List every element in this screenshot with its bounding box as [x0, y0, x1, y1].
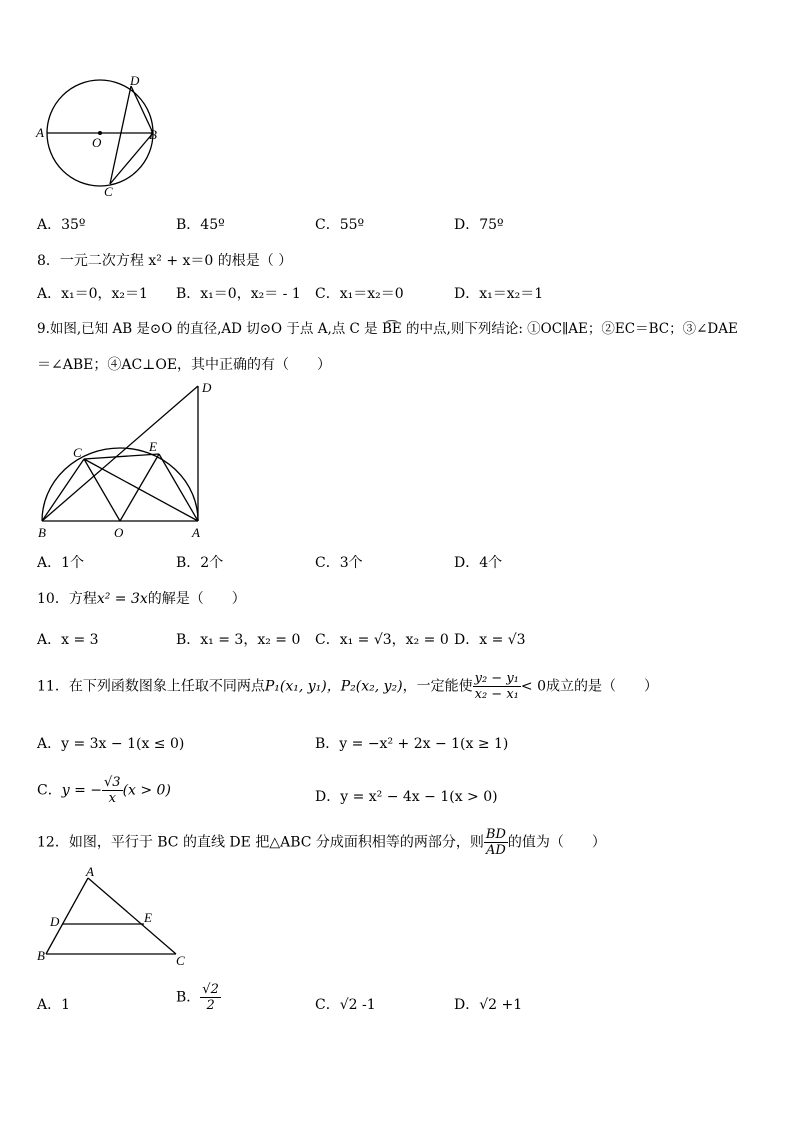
q8-stem: 8．一元二次方程 x² + x＝0 的根是（ ）: [37, 253, 293, 269]
q7-option-b: B．45º: [176, 217, 225, 233]
q12-frac-den: AD: [485, 843, 506, 858]
q7-circle-figure: [30, 72, 170, 202]
label-c: C: [176, 953, 185, 968]
q10-stem-suffix: 的解是（ ）: [147, 591, 246, 607]
q11-option-b: B．y = −x² + 2x − 1(x ≥ 1): [315, 736, 509, 752]
q11-stem: [37, 671, 658, 702]
label-d: D: [50, 914, 60, 929]
label-e: E: [149, 439, 157, 454]
label-a: A: [36, 125, 44, 140]
q11-frac-num: y₂ − y₁: [474, 671, 519, 686]
q8-option-d: D．x₁＝x₂＝1: [454, 286, 544, 302]
label-d: D: [130, 73, 140, 88]
q11-points: P₁(x₁, y₁)，P₂(x₂, y₂): [264, 678, 403, 695]
q11-option-c-lhs: y = −: [61, 782, 102, 799]
q11-option-c-label: C．: [37, 782, 62, 799]
q10-option-d: D．x = √3: [454, 632, 526, 648]
q11-frac-tail: < 0: [520, 678, 546, 695]
q12-option-a: A．1: [37, 997, 71, 1013]
segment-db: [131, 86, 153, 133]
q11-stem-mid: ，一定能使: [402, 678, 473, 695]
q11-option-d: D．y = x² − 4x − 1(x > 0): [315, 789, 498, 805]
q9-option-a: A．1个: [37, 555, 85, 571]
label-o: O: [114, 525, 124, 540]
q8-option-c: C．x₁＝x₂＝0: [315, 286, 404, 302]
q11-option-c-frac: [102, 775, 123, 806]
label-c: C: [73, 445, 82, 460]
q11-option-a: A．y = 3x − 1(x ≤ 0): [37, 736, 185, 752]
label-b: B: [38, 525, 46, 540]
label-a: A: [192, 525, 200, 540]
q7-option-a: A．35º: [37, 217, 86, 233]
q11-stem-prefix: 11．在下列函数图象上任取不同两点: [37, 678, 265, 695]
q11-option-c-num: √3: [104, 775, 121, 790]
q12-triangle-figure: [30, 862, 200, 972]
semicircle-arc: [42, 448, 198, 521]
segment-ce: [84, 454, 159, 459]
q12-option-d: D．√2 +1: [454, 997, 523, 1013]
q12-option-b-label: B．: [176, 989, 201, 1006]
q12-stem: [37, 827, 606, 858]
q9-stem-line2: ＝∠ABE；④AC⊥OE，其中正确的有（ ）: [37, 357, 332, 373]
q9-option-c: C．3个: [315, 555, 363, 571]
q11-stem-suffix: 成立的是（ ）: [545, 678, 658, 695]
side-ac: [88, 878, 176, 954]
segment-be-to-d: [42, 386, 198, 521]
segment-eo: [120, 454, 159, 521]
q11-option-c-den: x: [108, 791, 116, 806]
q12-stem-prefix: 12．如图，平行于 BC 的直线 DE 把△ABC 分成面积相等的两部分，则: [37, 834, 484, 851]
label-d: D: [202, 380, 212, 395]
q9-option-b: B．2个: [176, 555, 224, 571]
label-a: A: [86, 864, 94, 879]
q9-semicircle-figure: [30, 378, 220, 543]
segment-ca: [84, 459, 198, 521]
q10-stem-prefix: 10．方程: [37, 591, 97, 607]
label-b: B: [37, 948, 45, 963]
q9-stem-line1: 9.如图,已知 AB 是⊙O 的直径,AD 切⊙O 于点 A,点 C 是 B͡E 的中点,则下列结论: ①OC∥AE；②EC＝BC；③∠DAE: [37, 321, 738, 337]
q11-frac-den: x₂ − x₁: [474, 687, 519, 702]
q12-frac-num: BD: [485, 827, 506, 842]
q11-option-c-tail: (x > 0): [122, 782, 171, 799]
q8-option-a: A．x₁＝0，x₂＝1: [37, 286, 148, 302]
q7-option-c: C．55º: [315, 217, 365, 233]
q10-option-b: B．x₁ = 3，x₂ = 0: [176, 632, 301, 648]
q10-option-a: A．x = 3: [37, 632, 99, 648]
label-c: C: [104, 184, 113, 199]
q9-option-d: D．4个: [454, 555, 503, 571]
q11-fraction: [473, 671, 521, 702]
q12-fraction: [484, 827, 508, 858]
q8-option-b: B．x₁＝0，x₂＝ - 1: [176, 286, 301, 302]
q12-option-c: C．√2 -1: [315, 997, 376, 1013]
label-o: O: [92, 135, 102, 150]
label-b: B: [149, 127, 157, 142]
q7-option-d: D．75º: [454, 217, 504, 233]
q10-option-c: C．x₁ = √3，x₂ = 0: [315, 632, 449, 648]
label-e: E: [144, 910, 152, 925]
q12-option-b: [176, 982, 221, 1013]
q12-option-b-num: √2: [202, 982, 219, 997]
segment-dc: [110, 86, 131, 184]
q10-stem: [37, 588, 246, 608]
q10-equation: x² = 3x: [96, 591, 148, 607]
q12-option-b-frac: [200, 982, 221, 1013]
q11-option-c: [37, 775, 171, 806]
q12-stem-suffix: 的值为（ ）: [507, 834, 606, 851]
q12-option-b-den: 2: [206, 998, 215, 1013]
